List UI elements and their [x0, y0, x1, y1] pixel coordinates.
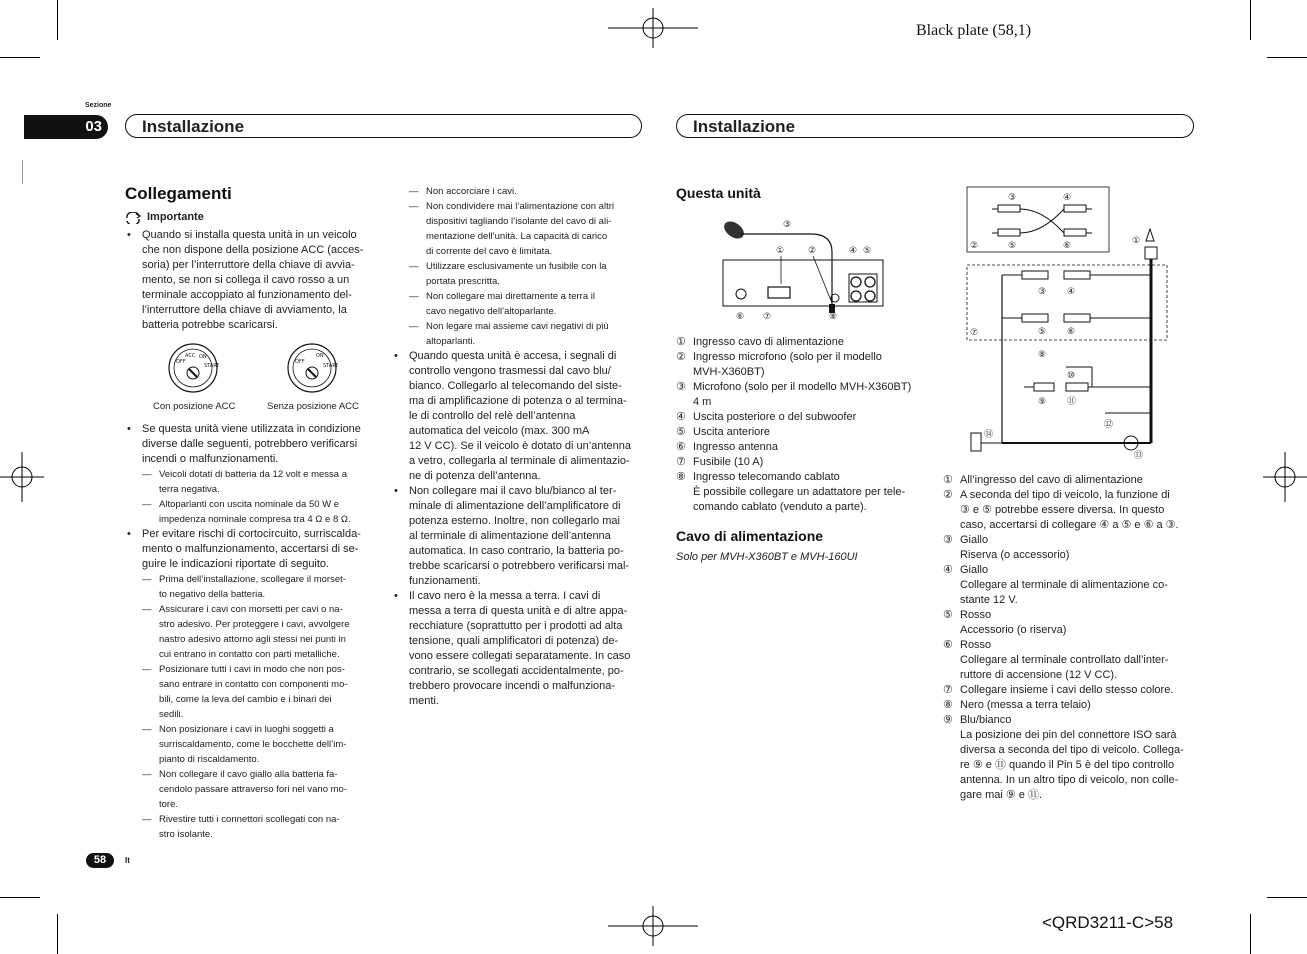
crop-mark [22, 160, 23, 184]
registration-mark-bottom [608, 906, 698, 946]
dash-item: — Altoparlanti con uscita nominale da 50 W e impedenza nominale compresa tra 4 Ω e 8 Ω. [142, 497, 375, 527]
svg-text:④: ④ [1063, 193, 1072, 203]
section-number: 03 [24, 115, 108, 139]
svg-text:⑤: ⑤ [1038, 327, 1047, 337]
crop-mark [1250, 0, 1251, 40]
key-switch-acc-illustration [167, 343, 219, 393]
dash-item: — Non collegare il cavo giallo alla batteria fa- cendolo passare attraverso fori nel vano mo- tore. [142, 767, 375, 812]
svg-text:⑧: ⑧ [829, 312, 838, 322]
plate-label: Black plate (58,1) [916, 22, 1032, 39]
list-item: ⑥ Rosso Collegare al terminale controllato dall’inter- ruttore di accensione (12 V CC). [943, 639, 1169, 681]
page-number: 58 [86, 853, 114, 868]
power-cable-diagram [962, 185, 1172, 463]
svg-text:ON: ON [316, 353, 324, 359]
dash-item: — Non accorciare i cavi. [409, 184, 642, 199]
bullet-item: • Per evitare rischi di cortocircuito, surriscalda- mento o malfunzionamento, accertarsi di se- guire le indicazioni riportate di seguito. [125, 527, 375, 572]
document-code: <QRD3211-C>58 [1042, 913, 1174, 932]
col4-list [943, 473, 1198, 803]
language-code: It [125, 856, 130, 865]
list-item: ⑧ Nero (messa a terra telaio) [943, 699, 1091, 711]
bullet-item: • Il cavo nero è la messa a terra. I cavi di messa a terra di questa unità e di altre appa- recchiature (soprattutto per i prodotti ad alta tensione, quali amplificatori di potenza) de- vono essere collegati separatamente. In caso contrario, se scollegati accidentalmente, po- trebbero provocare incendi o malfunziona- menti. [392, 589, 642, 709]
key-switch-no-acc-illustration [286, 343, 338, 393]
svg-text:ON: ON [199, 354, 207, 360]
heading-cavo-alimentazione: Cavo di alimentazione [676, 528, 824, 544]
list-item: ③ Giallo Riserva (o accessorio) [943, 534, 1070, 561]
bullet-item: • Se questa unità viene utilizzata in condizione diverse dalle seguenti, potrebbero verificarsi incendi o malfunzionamenti. [125, 422, 375, 467]
svg-text:③: ③ [1038, 287, 1047, 297]
col2 [392, 184, 642, 709]
crop-mark [1250, 914, 1251, 954]
bullet-item: • Quando si installa questa unità in un veicolo che non dispone della posizione ACC (acces- soria) per l’interruttore della chiave di avvia- mento, se non si collega il cavo rosso a un terminale accoppiato al funzionamento del- l’interruttore della chiave di avviamento, la batteria potrebbe scaricarsi. [125, 228, 375, 333]
dash-item: — Veicoli dotati di batteria da 12 volt e messa a terra negativa. [142, 467, 375, 497]
svg-text:OFF: OFF [176, 359, 186, 365]
svg-text:②: ② [808, 246, 817, 256]
list-item: ⑦ Fusibile (10 A) [676, 456, 764, 468]
crop-mark [1267, 897, 1307, 898]
col1-bullet2 [125, 422, 375, 842]
svg-text:⑥: ⑥ [1067, 327, 1076, 337]
registration-mark-top [608, 8, 698, 48]
crop-mark [0, 57, 40, 58]
svg-text:START: START [323, 363, 338, 369]
svg-text:⑥: ⑥ [1063, 241, 1072, 251]
important-label: Importante [147, 211, 204, 223]
section-bar-right: Installazione [676, 114, 1194, 138]
crop-mark [0, 897, 40, 898]
svg-text:⑦: ⑦ [763, 312, 772, 322]
dash-item: — Non condividere mai l’alimentazione con altri dispositivi tagliando l’isolante del cavo di ali- mentazione dell’unità. La capacità di carico di corrente del cavo è limitata. [409, 199, 642, 259]
dash-item: — Non posizionare i cavi in luoghi soggetti a surriscaldamento, come le bocchette dell’im- pianto di riscaldamento. [142, 722, 375, 767]
bullet-item: • Quando questa unità è accesa, i segnali di controllo vengono trasmessi dal cavo blu/ bianco. Collegarlo al telecomando del siste- ma di amplificazione di potenza o al termina- le di controllo del relè dell’antenna automatica del veicolo (max. 300 mA 12 V CC). Se il veicolo è dotato di un’antenna a vetro, collegarla al terminale di alimentazio- ne di potenza dell’antenna. [392, 349, 642, 484]
list-item: ⑨ Blu/bianco La posizione dei pin del connettore ISO sarà diversa a seconda del tipo di veicolo. Collega- re ⑨ e ⑪ quando il Pin 5 è del tipo controllo antenna. In un altro tipo di veicolo, non colle- gare mai ⑨ e ⑪. [943, 714, 1184, 801]
svg-text:③: ③ [1008, 193, 1017, 203]
dash-item: — Utilizzare esclusivamente un fusibile con la portata prescritta. [409, 259, 642, 289]
dash-item: — Assicurare i cavi con morsetti per cavi o na- stro adesivo. Per proteggere i cavi, avvolgere nastro adesivo attorno agli stessi nei punti in cui entrano in contatto con parti metalliche. [142, 602, 375, 662]
dash-item: — Rivestire tutti i connettori scollegati con na- stro isolante. [142, 812, 375, 842]
caption-with-acc: Con posizione ACC [153, 401, 236, 412]
list-item: ⑦ Collegare insieme i cavi dello stesso colore. [943, 684, 1174, 696]
power-note: Solo per MVH-X360BT e MVH-160UI [676, 551, 858, 563]
dash-item: — Prima dell’installazione, scollegare il morset- to negativo della batteria. [142, 572, 375, 602]
heading-collegamenti: Collegamenti [125, 184, 232, 203]
svg-text:⑧: ⑧ [1038, 350, 1047, 360]
unit-rear-diagram [716, 212, 886, 324]
list-item: ④ Uscita posteriore o del subwoofer [676, 411, 857, 423]
svg-text:①: ① [1132, 236, 1141, 246]
svg-text:⑬: ⑬ [1134, 451, 1144, 461]
dash-item: — Posizionare tutti i cavi in modo che non pos- sano entrare in contatto con componenti mo- bili, come la leva del cambio e i binari dei sedili. [142, 662, 375, 722]
list-item: ⑤ Rosso Accessorio (o riserva) [943, 609, 1067, 636]
list-item: ⑤ Uscita anteriore [676, 426, 771, 438]
svg-text:⑦: ⑦ [970, 328, 979, 338]
section-label: Sezione [85, 102, 112, 109]
svg-text:⑤: ⑤ [863, 246, 872, 256]
bullet-item: • Non collegare mai il cavo blu/bianco al ter- minale di alimentazione dell’amplificatore di potenza esterno. Inoltre, non collegarlo mai al terminale di alimentazione dell’antenna automatica. In caso contrario, la batteria po- trebbe scaricarsi o potrebbero verificarsi mal- funzionamenti. [392, 484, 642, 589]
list-item: ⑧ Ingresso telecomando cablato È possibile collegare un adattatore per tele- comando cablato (venduto a parte). [676, 471, 906, 513]
svg-text:⑩: ⑩ [1067, 371, 1076, 381]
svg-text:②: ② [970, 241, 979, 251]
col3-list [676, 335, 926, 515]
svg-text:START: START [204, 363, 219, 369]
svg-text:OFF: OFF [295, 359, 305, 365]
section-bar-left: Installazione [125, 114, 642, 138]
list-item: ② Ingresso microfono (solo per il modello MVH-X360BT) [676, 351, 882, 378]
registration-mark-right [1263, 452, 1307, 502]
crop-mark [57, 0, 58, 40]
svg-text:⑨: ⑨ [1038, 397, 1047, 407]
list-item: ② A seconda del tipo di veicolo, la funzione di ③ e ⑤ potrebbe essere diversa. In questo caso, accertarsi di collegare ④ a ⑤ e ⑥ a ③. [943, 489, 1179, 531]
svg-text:⑭: ⑭ [984, 430, 994, 440]
svg-text:⑤: ⑤ [1008, 241, 1017, 251]
heading-questa-unita: Questa unità [676, 185, 761, 201]
svg-text:①: ① [776, 246, 785, 256]
svg-text:⑪: ⑪ [1067, 397, 1077, 407]
list-item: ③ Microfono (solo per il modello MVH-X360BT) 4 m [676, 381, 912, 408]
svg-text:ACC: ACC [185, 353, 196, 359]
svg-text:⑥: ⑥ [736, 312, 745, 322]
col1-bullet1 [125, 228, 375, 333]
list-item: ⑥ Ingresso antenna [676, 441, 779, 453]
registration-mark-left [0, 452, 44, 502]
list-item: ① Ingresso cavo di alimentazione [676, 336, 845, 348]
list-item: ④ Giallo Collegare al terminale di alimentazione co- stante 12 V. [943, 564, 1168, 606]
svg-text:⑫: ⑫ [1104, 420, 1114, 430]
dash-item: — Non legare mai assieme cavi negativi di più altoparlanti. [409, 319, 642, 349]
svg-text:③: ③ [783, 220, 792, 230]
list-item: ① All’ingresso del cavo di alimentazione [943, 474, 1143, 486]
caption-without-acc: Senza posizione ACC [267, 401, 359, 412]
svg-text:④: ④ [1067, 287, 1076, 297]
dash-item: — Non collegare mai direttamente a terra il cavo negativo dell’altoparlante. [409, 289, 642, 319]
crop-mark [1267, 57, 1307, 58]
crop-mark [57, 914, 58, 954]
svg-text:④: ④ [849, 246, 858, 256]
important-icon [125, 212, 145, 224]
